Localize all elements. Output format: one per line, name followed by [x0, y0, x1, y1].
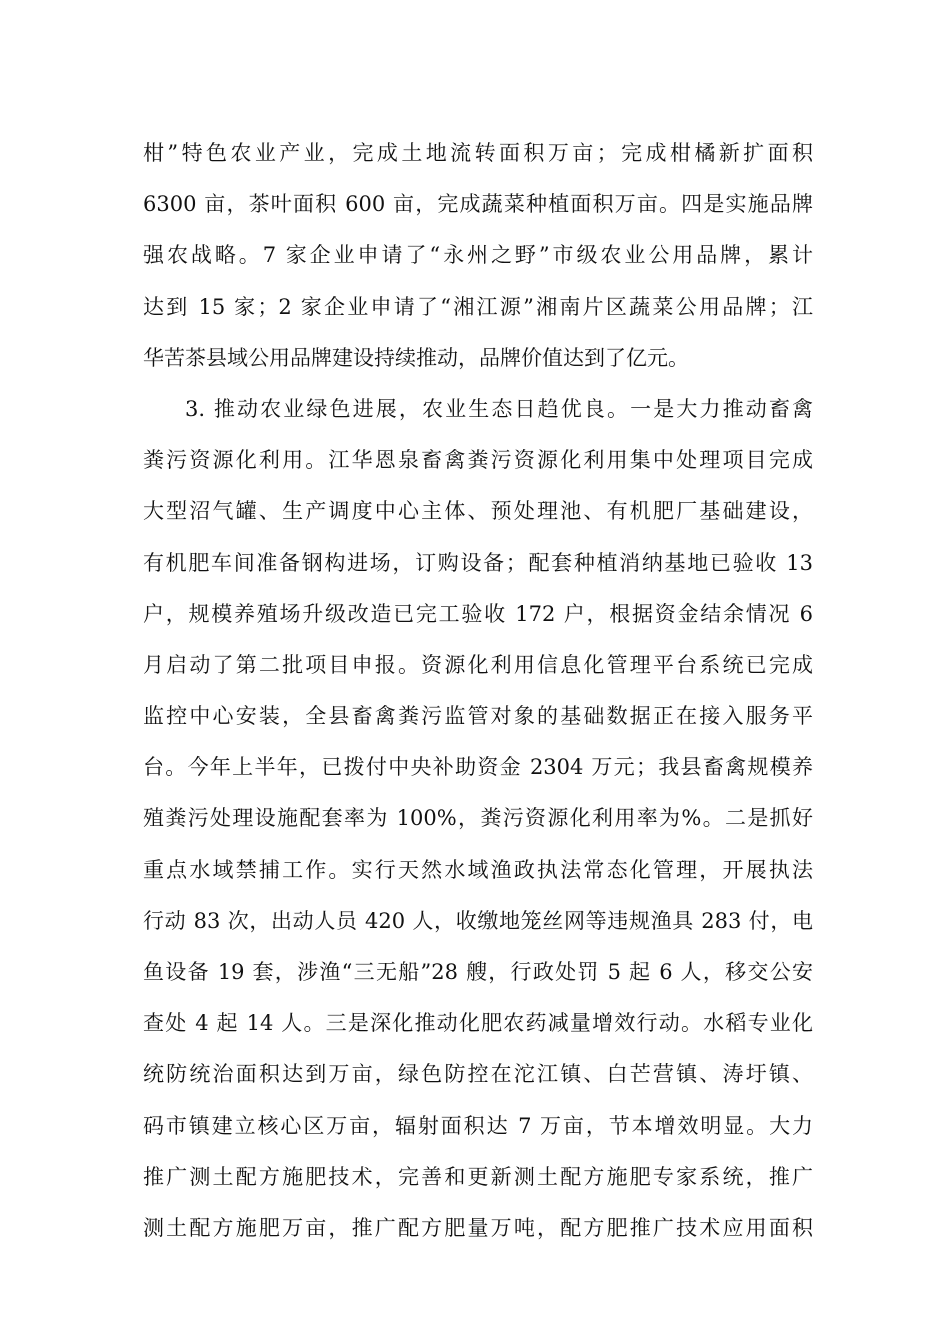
paragraph-2-line-3: 大型沼气罐、生产调度中心主体、预处理池、有机肥厂基础建设， [143, 499, 813, 524]
paragraph-2-line-1: 3. 推动农业绿色进展，农业生态日趋优良。一是大力推动畜禽 [185, 396, 813, 421]
paragraph-2-line-8: 台。今年上半年，已拨付中央补助资金 2304 万元；我县畜禽规模养 [143, 755, 813, 780]
paragraph-2-line-14: 统防统治面积达到万亩，绿色防控在沱江镇、白芒营镇、涛圩镇、 [143, 1062, 813, 1087]
paragraph-1-line-1: 柑”特色农业产业，完成土地流转面积万亩；完成柑橘新扩面积 [143, 141, 813, 165]
paragraph-1-line-5: 华苦茶县域公用品牌建设持续推动，品牌价值达到了亿元。 [143, 345, 689, 370]
paragraph-2-line-5: 户，规模养殖场升级改造已完工验收 172 户，根据资金结余情况 6 [143, 601, 813, 626]
document-body [143, 128, 813, 1254]
paragraph-2-line-9: 殖粪污处理设施配套率为 100%，粪污资源化利用率为%。二是抓好 [143, 806, 813, 831]
paragraph-2-line-16: 推广测土配方施肥技术，完善和更新测土配方施肥专家系统，推广 [143, 1164, 813, 1189]
paragraph-2-line-4: 有机肥车间准备钢构进场，订购设备；配套种植消纳基地已验收 13 [143, 550, 813, 575]
paragraph-2-line-11: 行动 83 次，出动人员 420 人，收缴地笼丝网等违规渔具 283 付，电 [143, 908, 813, 933]
paragraph-2-line-12: 鱼设备 19 套，涉渔“三无船”28 艘，行政处罚 5 起 6 人，移交公安 [143, 960, 813, 984]
paragraph-2-line-17: 测土配方施肥万亩，推广配方肥量万吨，配方肥推广技术应用面积 [143, 1215, 813, 1240]
paragraph-2-line-7: 监控中心安装，全县畜禽粪污监管对象的基础数据正在接入服务平 [143, 704, 813, 729]
paragraph-2-line-10: 重点水域禁捕工作。实行天然水域渔政执法常态化管理，开展执法 [143, 857, 813, 882]
paragraph-2-line-6: 月启动了第二批项目申报。资源化利用信息化管理平台系统已完成 [143, 652, 813, 677]
paragraph-1-line-2: 6300 亩，茶叶面积 600 亩，完成蔬菜种植面积万亩。四是实施品牌 [143, 192, 813, 217]
paragraph-2-line-2: 粪污资源化利用。江华恩泉畜禽粪污资源化利用集中处理项目完成 [143, 448, 813, 473]
paragraph-2-line-15: 码市镇建立核心区万亩，辐射面积达 7 万亩，节本增效明显。大力 [143, 1113, 813, 1138]
paragraph-1-line-3: 强农战略。7 家企业申请了“永州之野”市级农业公用品牌，累计 [143, 243, 813, 268]
paragraph-1-line-4: 达到 15 家；2 家企业申请了“湘江源”湘南片区蔬菜公用品牌；江 [143, 294, 813, 319]
paragraph-2-line-13: 查处 4 起 14 人。三是深化推动化肥农药减量增效行动。水稻专业化 [143, 1011, 813, 1036]
